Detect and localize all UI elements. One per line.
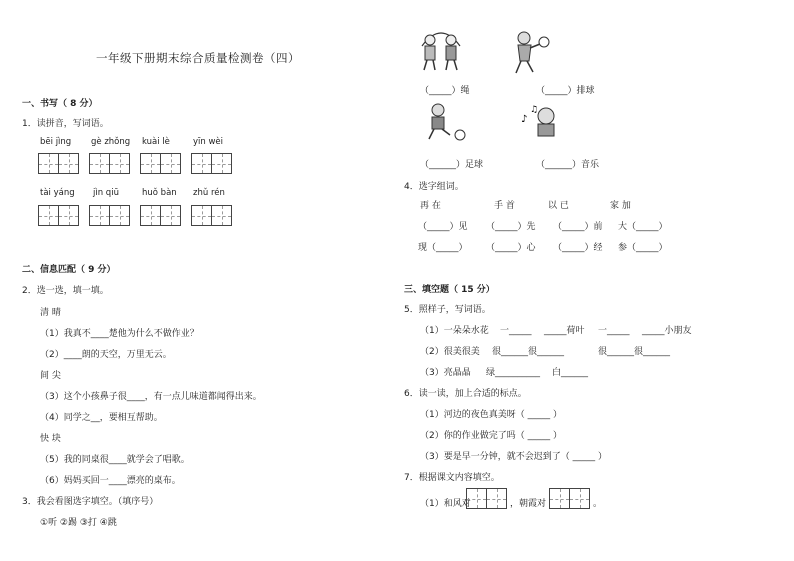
- pic-fill-3: （______）足球: [420, 160, 484, 170]
- section-3-heading: 三、填空题（ 15 分）: [404, 285, 495, 295]
- q4-r2-1: 现（_____）: [418, 243, 468, 253]
- q7-writing-grid-2[interactable]: [549, 488, 589, 509]
- section-2-heading: 二、信息匹配（ 9 分）: [22, 265, 116, 275]
- q5-blank-8: 白______: [552, 368, 589, 378]
- question-1: 1．读拼音，写词语。: [22, 119, 109, 129]
- q7-text-3: 。: [593, 499, 603, 509]
- question-2: 2．选一选，填一填。: [22, 286, 109, 296]
- q5-blank-3: 一_____: [598, 326, 630, 336]
- option-list: ①听 ②踢 ③打 ④跳: [40, 518, 117, 528]
- svg-text:♫: ♫: [530, 105, 539, 115]
- q7-text-2: ，朝霞对: [510, 499, 547, 509]
- fill-line-2: （2）____朗的天空，万里无云。: [40, 350, 172, 360]
- pic-fill-4: （______）音乐: [536, 160, 600, 170]
- q5-blank-5: 很______很______: [492, 347, 565, 357]
- q5-example-3: （3）亮晶晶: [420, 368, 471, 378]
- question-4: 4．选字组词。: [404, 182, 464, 192]
- pinyin-1-1: bēi jìng: [40, 137, 72, 147]
- writing-grid-2-4[interactable]: [191, 205, 231, 226]
- q4-pair-3: 以 已: [548, 201, 569, 211]
- q5-example-2: （2）很美很美: [420, 347, 480, 357]
- q4-r2-3: （_____）经: [553, 243, 603, 253]
- football-illustration: [424, 102, 470, 142]
- q4-r1-2: （_____）先: [486, 222, 536, 232]
- pinyin-2-1: tài yáng: [40, 188, 75, 198]
- section-1-heading: 一、书写（ 8 分）: [22, 99, 98, 109]
- q6-line-1: （1）河边的夜色真美呀（ _____ ）: [420, 410, 562, 420]
- writing-grid-1-1[interactable]: [38, 153, 78, 174]
- writing-grid-1-3[interactable]: [140, 153, 180, 174]
- question-3: 3．我会看图选字填空。（填序号）: [22, 497, 159, 507]
- q4-r2-4: 参（_____）: [618, 243, 668, 253]
- fill-line-1: （1）我真不____楚他为什么不做作业？: [40, 329, 199, 339]
- q4-r1-3: （_____）前: [553, 222, 603, 232]
- page-title: 一年级下册期末综合质量检测卷（四）: [96, 51, 300, 65]
- writing-grid-2-3[interactable]: [140, 205, 180, 226]
- q6-line-3: （3）要是早一分钟，就不会迟到了（ _____ ）: [420, 452, 607, 462]
- question-5: 5．照样子，写词语。: [404, 305, 491, 315]
- writing-grid-1-2[interactable]: [89, 153, 129, 174]
- pinyin-2-3: huǒ bàn: [142, 188, 177, 198]
- q4-pair-2: 手 首: [494, 201, 515, 211]
- q5-blank-7: 绿__________: [486, 368, 541, 378]
- q5-blank-4: _____小朋友: [642, 326, 692, 336]
- pinyin-2-2: jìn qiū: [93, 188, 119, 198]
- writing-grid-1-4[interactable]: [191, 153, 231, 174]
- fill-line-6: （6）妈妈买回一____漂亮的桌布。: [40, 476, 181, 486]
- q4-r1-4: 大（_____）: [618, 222, 668, 232]
- char-pair-2: 间 尖: [40, 371, 61, 381]
- q5-example-1: （1）一朵朵水花: [420, 326, 489, 336]
- jump-rope-illustration: [416, 26, 466, 74]
- q5-blank-1: 一_____: [500, 326, 532, 336]
- question-6: 6．读一读，加上合适的标点。: [404, 389, 527, 399]
- question-7: 7．根据课文内容填空。: [404, 473, 500, 483]
- q4-r2-2: （_____）心: [486, 243, 536, 253]
- q7-writing-grid-1[interactable]: [466, 488, 506, 509]
- q4-pair-4: 家 加: [610, 201, 631, 211]
- fill-line-5: （5）我的同桌很____就学会了唱歌。: [40, 455, 190, 465]
- volleyball-illustration: [510, 28, 552, 76]
- pinyin-2-4: zhǔ rén: [193, 188, 225, 198]
- pinyin-1-4: yīn wèi: [193, 137, 224, 147]
- writing-grid-2-1[interactable]: [38, 205, 78, 226]
- pinyin-1-2: gè zhǒng: [91, 137, 131, 147]
- q5-blank-6: 很______很______: [598, 347, 671, 357]
- pic-fill-1: （_____）绳: [420, 86, 470, 96]
- q6-line-2: （2）你的作业做完了吗（ _____ ）: [420, 431, 562, 441]
- char-pair-1: 清 晴: [40, 308, 61, 318]
- fill-line-4: （4）同学之__，要相互帮助。: [40, 413, 163, 423]
- music-illustration: [518, 100, 562, 140]
- q4-r1-1: （_____）见: [418, 222, 468, 232]
- pinyin-1-3: kuài lè: [142, 137, 170, 147]
- q4-pair-1: 再 在: [420, 201, 441, 211]
- q5-blank-2: _____荷叶: [544, 326, 585, 336]
- char-pair-3: 快 块: [40, 434, 61, 444]
- writing-grid-2-2[interactable]: [89, 205, 129, 226]
- fill-line-3: （3）这个小孩鼻子很____，有一点儿味道都闻得出来。: [40, 392, 262, 402]
- svg-text:♪: ♪: [521, 114, 528, 125]
- q7-text-1: （1）和风对: [420, 499, 471, 509]
- pic-fill-2: （_____）排球: [536, 86, 595, 96]
